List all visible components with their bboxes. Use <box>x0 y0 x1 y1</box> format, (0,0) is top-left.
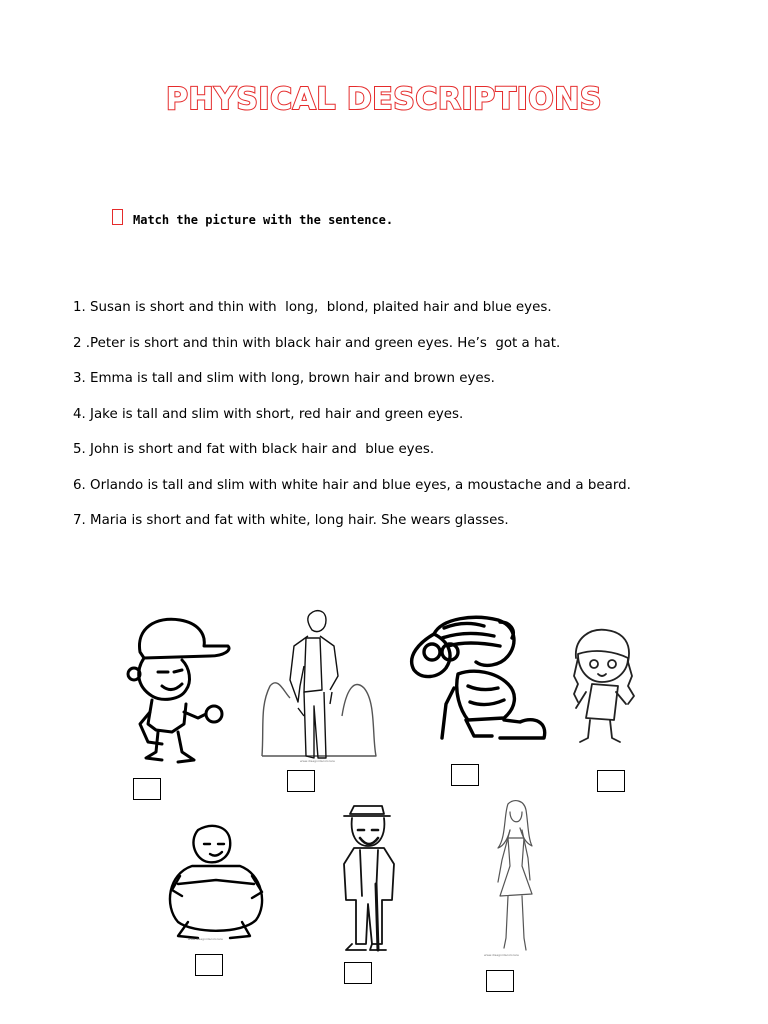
bullet-box-icon <box>112 209 123 225</box>
sentence-list <box>73 296 631 545</box>
old-man-cane-picture <box>334 804 404 954</box>
girl-with-plaits-picture <box>566 624 648 748</box>
instruction-text: Match the picture with the sentence. <box>133 213 394 227</box>
sentence-3: 3. Emma is tall and slim with long, brown hair and brown eyes. <box>73 371 495 386</box>
worksheet-title: PHYSICAL DESCRIPTIONS <box>166 82 602 117</box>
grandmother-glasses-picture <box>404 612 552 748</box>
sentence-7: 7. Maria is short and fat with white, long hair. She wears glasses. <box>73 513 509 528</box>
sentence-6: 6. Orlando is tall and slim with white hair and blue eyes, a moustache and a beard. <box>73 477 631 493</box>
sentence-4: 4. Jake is tall and slim with short, red hair and green eyes. <box>73 406 464 422</box>
svg-text:www.disegnidacolorare: www.disegnidacolorare <box>484 953 519 957</box>
sentence-1: 1. Susan is short and thin with long, blond, plaited hair and blue eyes. <box>73 300 552 315</box>
slim-woman-long-hair-picture <box>484 798 546 958</box>
svg-text:www.disegnidacolorare: www.disegnidacolorare <box>188 937 223 941</box>
answer-box-2[interactable] <box>287 770 315 792</box>
answer-box-7[interactable] <box>486 970 514 992</box>
answer-box-4[interactable] <box>597 770 625 792</box>
answer-box-3[interactable] <box>451 764 479 786</box>
fat-man-picture <box>158 822 278 944</box>
boy-with-cap-picture <box>122 612 234 768</box>
answer-box-6[interactable] <box>344 962 372 984</box>
answer-box-5[interactable] <box>195 954 223 976</box>
sentence-5: 5. John is short and fat with black hair and blue eyes. <box>73 442 435 457</box>
svg-text:www.disegnidacolorare: www.disegnidacolorare <box>300 759 335 763</box>
answer-box-1[interactable] <box>133 778 161 800</box>
sentence-2: 2 .Peter is short and thin with black hair and green eyes. He’s got a hat. <box>73 335 561 351</box>
tall-man-jacket-picture <box>260 606 378 764</box>
instruction <box>112 208 393 232</box>
